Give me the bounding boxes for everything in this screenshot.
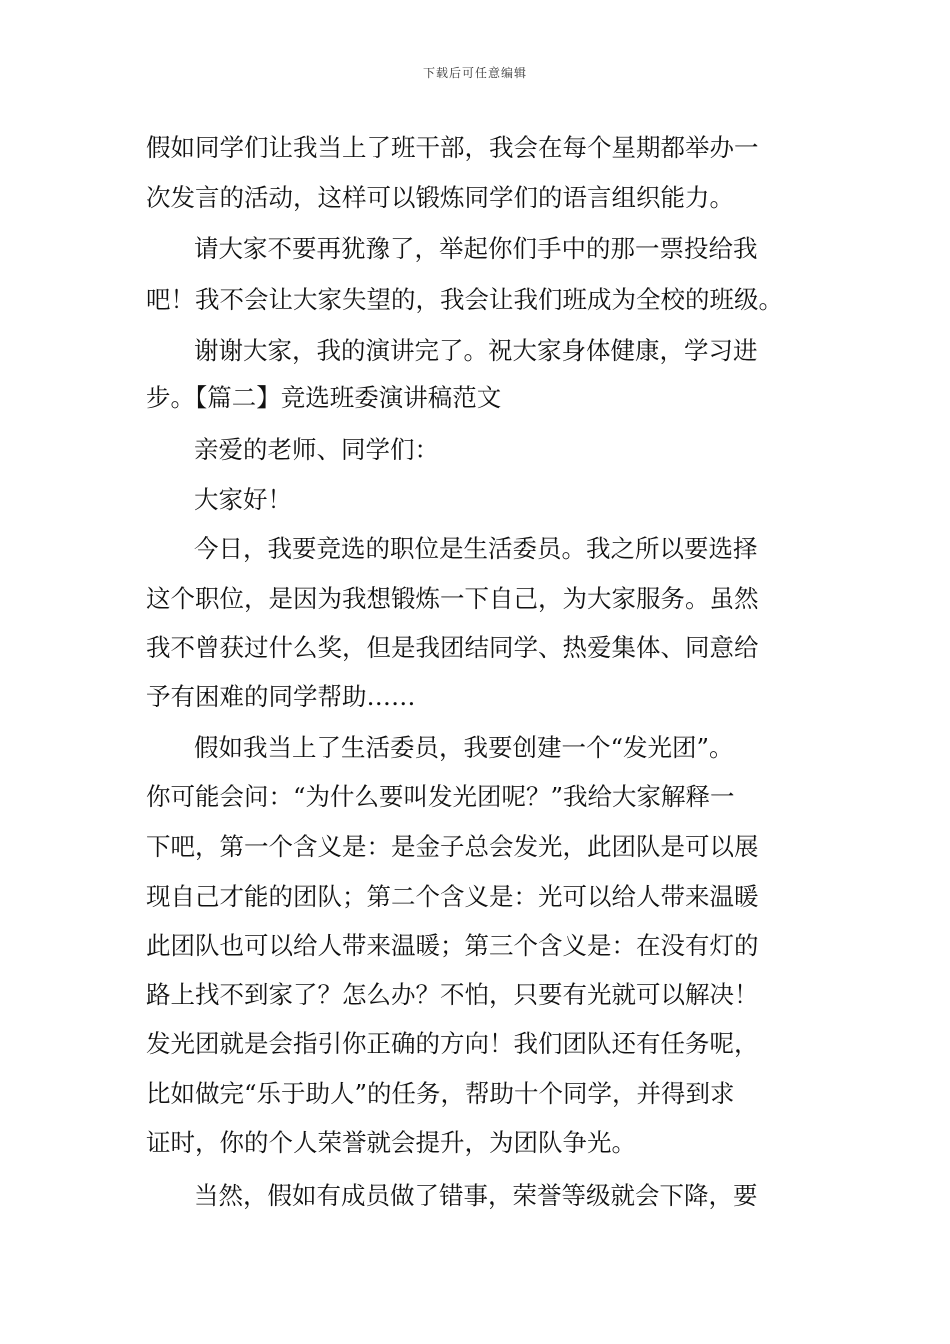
text-line: 我不曾获过什么奖，但是我团结同学、热爱集体、同意给 xyxy=(146,633,759,662)
text-line: 次发言的活动，这样可以锻炼同学们的语言组织能力。 xyxy=(146,183,734,212)
text-line: 这个职位，是因为我想锻炼一下自己，为大家服务。虽然 xyxy=(146,584,759,613)
text-line: 谢谢大家，我的演讲完了。祝大家身体健康，学习进 xyxy=(194,336,758,365)
text-line: 下吧，第一个含义是：是金子总会发光，此团队是可以展 xyxy=(146,832,759,861)
text-line: 比如做完“乐于助人”的任务，帮助十个同学，并得到求 xyxy=(146,1079,735,1108)
text-line: 予有困难的同学帮助…… xyxy=(146,682,416,711)
text-line: 发光团就是会指引你正确的方向！我们团队还有任务呢， xyxy=(146,1029,759,1058)
text-line: 亲爱的老师、同学们： xyxy=(194,435,439,464)
text-line: 步。【篇二】竞选班委演讲稿范文 xyxy=(146,383,502,412)
text-line: 大家好！ xyxy=(194,485,292,514)
page-header: 下载后可任意编辑 xyxy=(422,66,527,80)
text-line: 假如我当上了生活委员，我要创建一个“发光团”。 xyxy=(194,733,734,762)
text-line: 今日，我要竞选的职位是生活委员。我之所以要选择 xyxy=(194,534,758,563)
text-line: 请大家不要再犹豫了，举起你们手中的那一票投给我 xyxy=(194,234,758,263)
text-line: 证时，你的个人荣誉就会提升，为团队争光。 xyxy=(146,1128,636,1157)
text-line: 你可能会问：“为什么要叫发光团呢？”我给大家解释一 xyxy=(146,782,735,811)
text-line: 当然，假如有成员做了错事，荣誉等级就会下降，要 xyxy=(194,1181,758,1210)
text-line: 假如同学们让我当上了班干部，我会在每个星期都举办一 xyxy=(146,133,759,162)
text-line: 吧！我不会让大家失望的，我会让我们班成为全校的班级。 xyxy=(146,285,783,314)
text-line: 此团队也可以给人带来温暖；第三个含义是：在没有灯的 xyxy=(146,931,759,960)
text-line: 现自己才能的团队；第二个含义是：光可以给人带来温暖 xyxy=(146,882,759,911)
text-line: 路上找不到家了？怎么办？不怕，只要有光就可以解决！ xyxy=(146,980,759,1009)
